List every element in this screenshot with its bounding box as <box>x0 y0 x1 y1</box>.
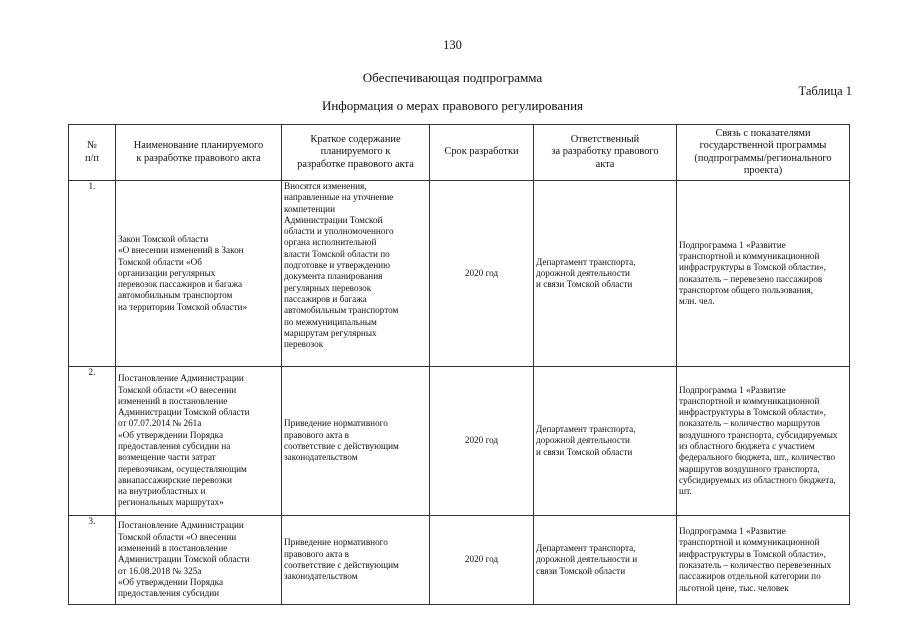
indicator-link-cell: Подпрограмма 1 «Развитие транспортной и коммуникационной инфраструктуры в Томской области», показатель – количество перевезенных пассажиров отдельной категории по льготной цене, тыс. человек <box>677 516 850 605</box>
row-number: 1. <box>69 181 116 367</box>
table-row <box>69 516 850 605</box>
table-row <box>69 181 850 367</box>
act-name-cell: Постановление Администрации Томской области «О внесении изменений в постановление Администрации Томской области от 16.08.2018 № 325а «Об утверждении Порядка предоставления субсидии <box>116 516 282 605</box>
act-content-cell: Вносятся изменения, направленные на уточнение компетенции Администрации Томской области и уполномоченного органа исполнительной власти Томской области по подготовке и утверждению документа планирования регулярных перевозок пассажиров и багажа автомобильным транспортом по межмуниципальным маршрутам регулярных перевозок <box>282 181 430 367</box>
header-responsible: Ответственный за разработку правового акта <box>534 125 677 181</box>
header-deadline: Срок разработки <box>430 125 534 181</box>
deadline-cell: 2020 год <box>430 516 534 605</box>
act-content-cell: Приведение нормативного правового акта в соответствие с действующим законодательством <box>282 367 430 516</box>
legal-measures-table <box>68 124 850 605</box>
row-number: 3. <box>69 516 116 605</box>
subprogram-title: Обеспечивающая подпрограмма <box>362 70 543 85</box>
indicator-link-cell: Подпрограмма 1 «Развитие транспортной и коммуникационной инфраструктуры в Томской области», показатель – перевезено пассажиров транспортом общего пользования, млн. чел. <box>677 181 850 367</box>
table-title: Информация о мерах правового регулирования <box>321 98 584 113</box>
page-number: 130 <box>443 38 462 52</box>
header-num: № п/п <box>69 125 116 181</box>
act-name-cell: Постановление Администрации Томской области «О внесении изменений в постановление Администрации Томской области от 07.07.2014 № 261а «Об утверждении Порядка предоставления субсидии на возмещение части затрат перевозчикам, осуществляющим авиапассажирские перевозки на внутриобластных и региональных маршрутах» <box>116 367 282 516</box>
table-label: Таблица 1 <box>798 84 852 98</box>
act-name-cell: Закон Томской области «О внесении изменений в Закон Томской области «Об организации регулярных перевозок пассажиров и багажа автомобильным транспортом на территории Томской области» <box>116 181 282 367</box>
responsible-cell: Департамент транспорта, дорожной деятельности и связи Томской области <box>534 367 677 516</box>
responsible-cell: Департамент транспорта, дорожной деятельности и связи Томской области <box>534 181 677 367</box>
row-number: 2. <box>69 367 116 516</box>
header-act-content: Краткое содержание планируемого к разработке правового акта <box>282 125 430 181</box>
act-content-cell: Приведение нормативного правового акта в соответствие с действующим законодательством <box>282 516 430 605</box>
table-header-row <box>69 125 850 181</box>
header-act-name: Наименование планируемого к разработке правового акта <box>116 125 282 181</box>
deadline-cell: 2020 год <box>430 367 534 516</box>
header-indicator-link: Связь с показателями государственной программы (подпрограммы/регионального проекта) <box>677 125 850 181</box>
indicator-link-cell: Подпрограмма 1 «Развитие транспортной и коммуникационной инфраструктуры в Томской области», показатель – количество маршрутов воздушного транспорта, субсидируемых из областного бюджета с участием федерального бюджета, шт., количество маршрутов воздушного транспорта, субсидируемых из областного бюджета, шт. <box>677 367 850 516</box>
table-row <box>69 367 850 516</box>
deadline-cell: 2020 год <box>430 181 534 367</box>
responsible-cell: Департамент транспорта, дорожной деятельности и связи Томской области <box>534 516 677 605</box>
